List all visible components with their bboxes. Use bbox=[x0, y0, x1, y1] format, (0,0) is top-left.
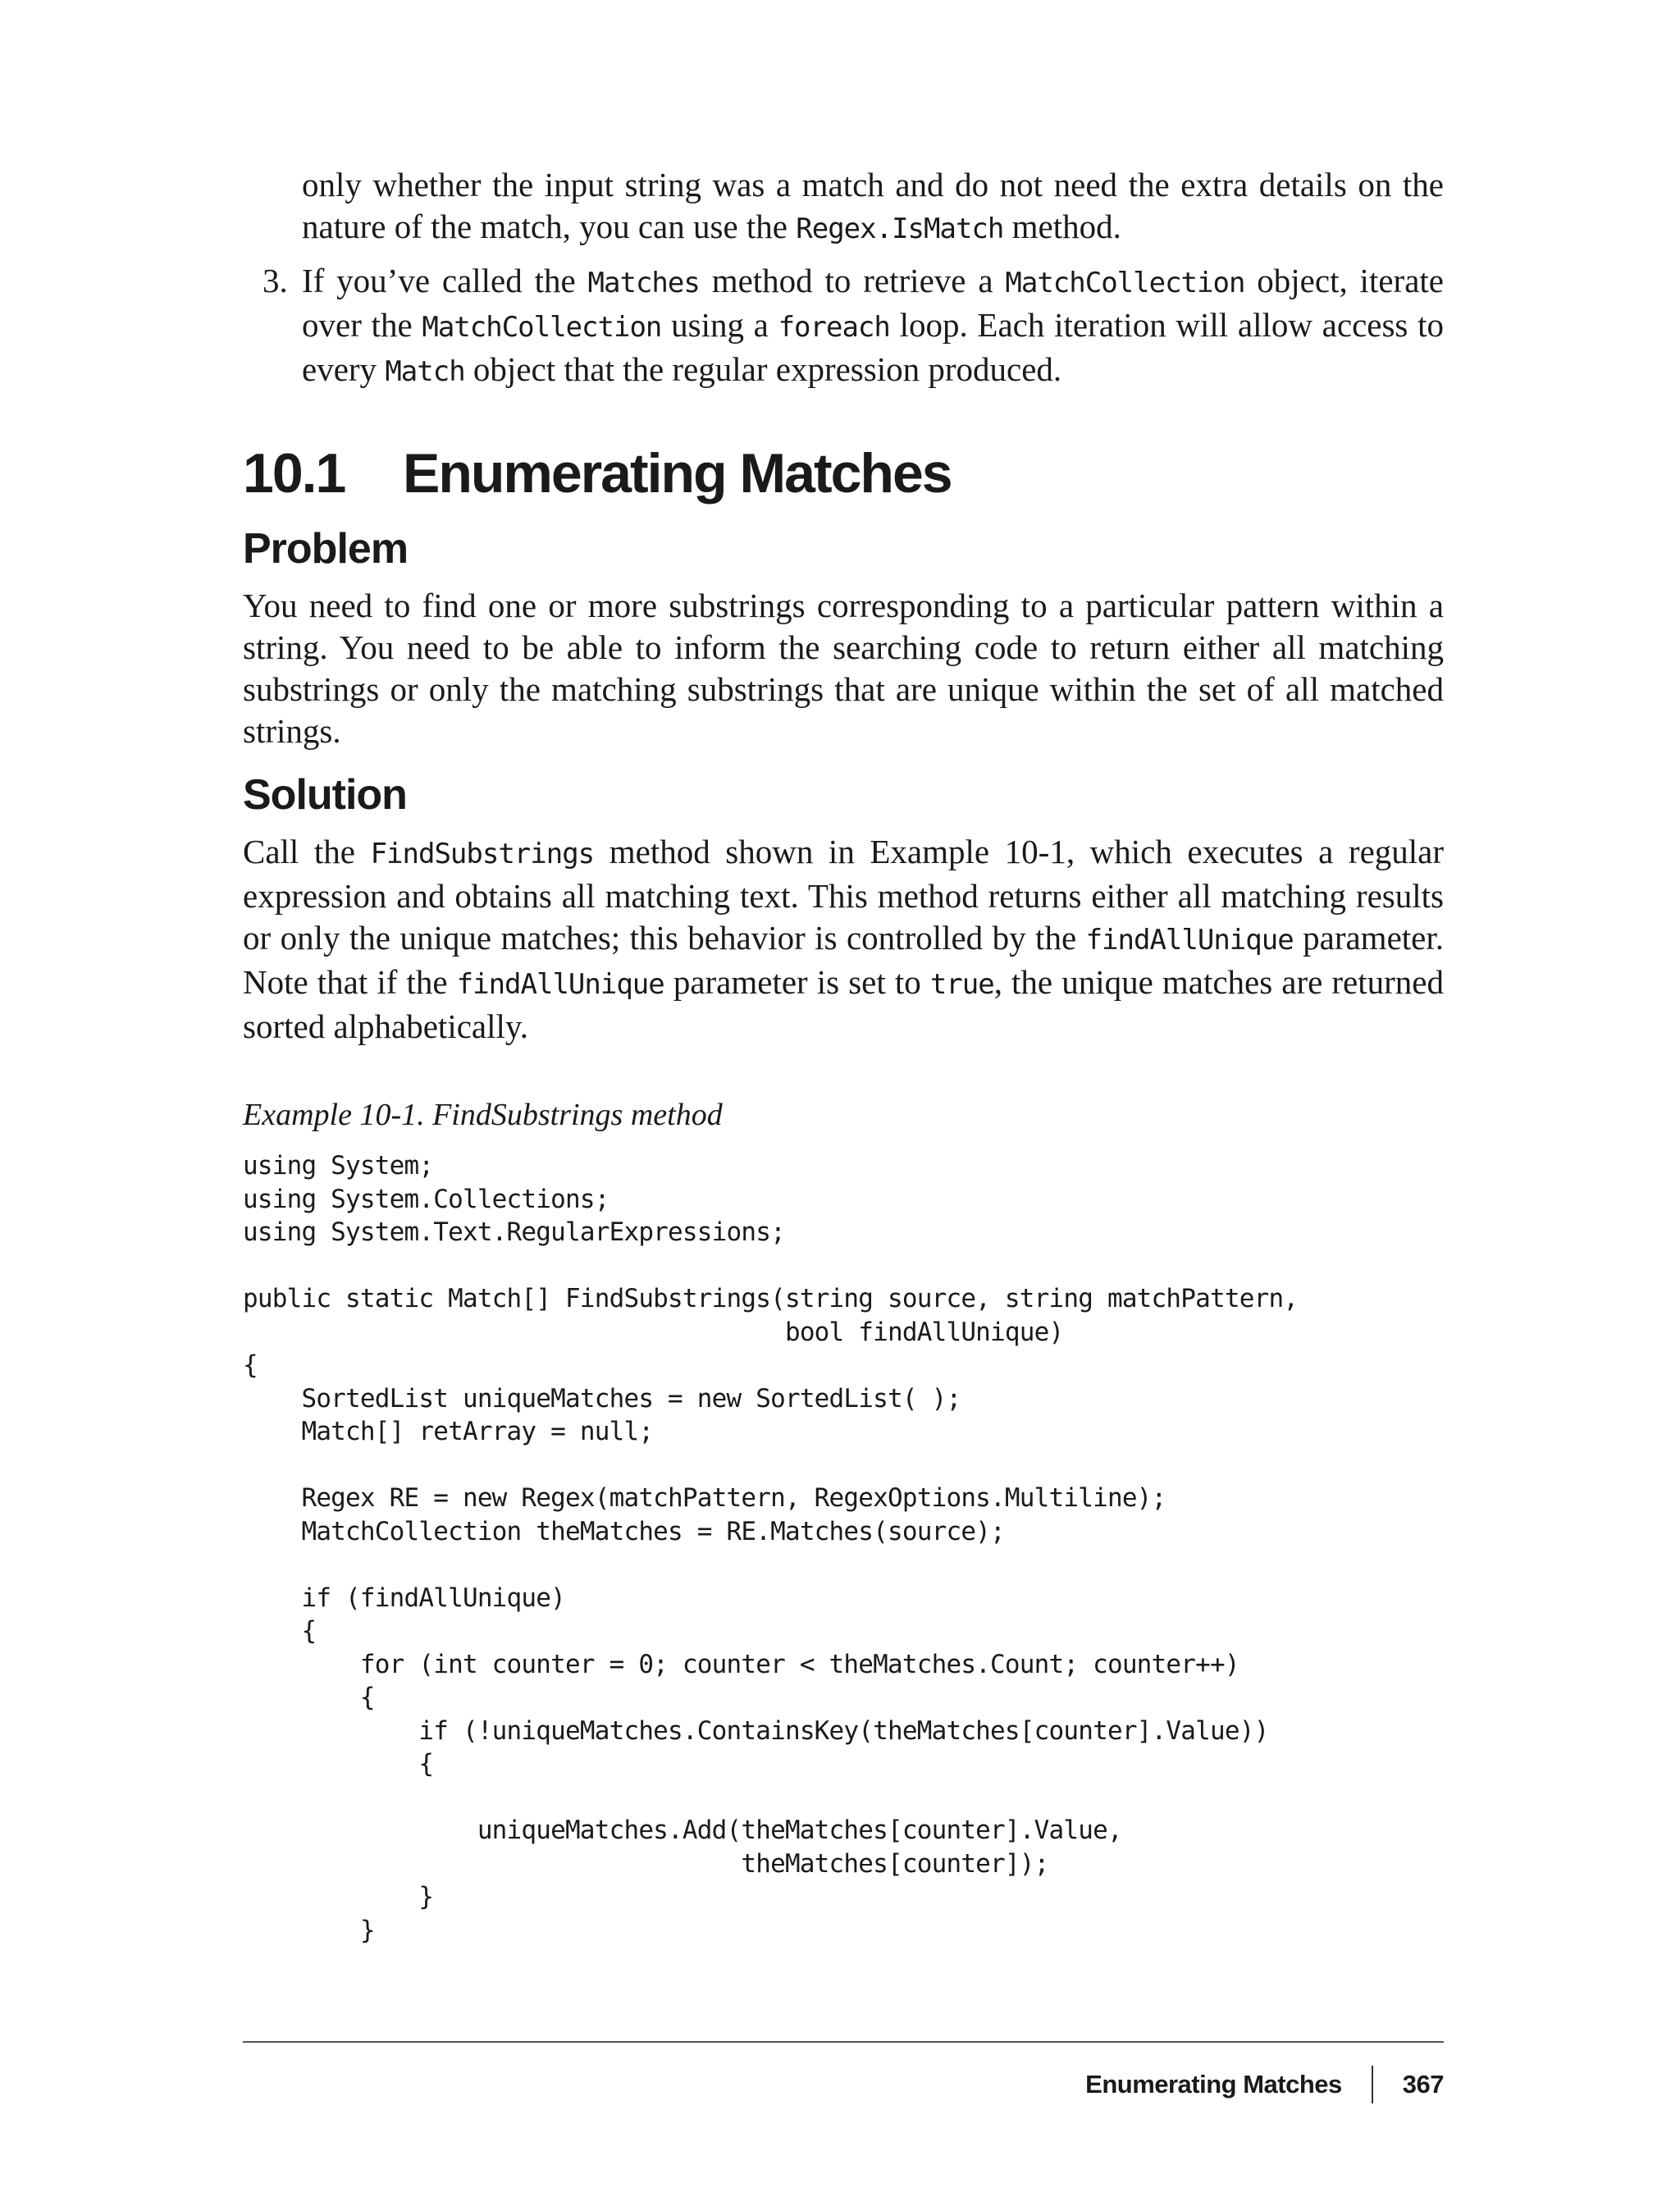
intro-continuation bbox=[243, 164, 1444, 250]
running-title: Enumerating Matches bbox=[1085, 2070, 1342, 2099]
text-run: If you’ve called the bbox=[302, 262, 588, 299]
list-item-number: 3. bbox=[262, 262, 288, 299]
section-number: 10.1 bbox=[243, 442, 345, 505]
text-run: method shown in Example 10-1, which executes a regular expression and obtains all matching text. This method returns either all matching results or only the unique matches; this behavior is controlled by the bbox=[243, 833, 1445, 957]
text-run: method. bbox=[1003, 208, 1121, 245]
page-number: 367 bbox=[1402, 2070, 1444, 2099]
inline-code: MatchCollection bbox=[422, 311, 662, 344]
footer-content bbox=[1085, 2066, 1444, 2103]
inline-code: foreach bbox=[778, 311, 890, 344]
text-run: , the unique matches are returned sorted alphabetically. bbox=[243, 963, 1445, 1045]
inline-code: Regex.IsMatch bbox=[796, 212, 1004, 245]
problem-text: You need to find one or more substrings corresponding to a particular pattern within a string. You need to be able to inform the searching code to return either all matching substrings or only the matching substrings that are unique within the set of all matched strings. bbox=[243, 587, 1444, 750]
solution-heading: Solution bbox=[243, 771, 407, 819]
section-title: Enumerating Matches bbox=[403, 442, 952, 505]
inline-code: MatchCollection bbox=[1005, 267, 1245, 299]
text-run: using a bbox=[661, 306, 778, 344]
text-run: only whether the input string was a match and do not need the extra details on the nature of the match, you can use the bbox=[302, 166, 1444, 245]
inline-code: findAllUnique bbox=[1085, 924, 1294, 957]
inline-code: true bbox=[929, 968, 994, 1001]
page-footer bbox=[243, 2041, 1444, 2097]
inline-code: findAllUnique bbox=[456, 968, 664, 1001]
solution-text bbox=[243, 831, 1444, 1048]
example-caption: Example 10-1. FindSubstrings method bbox=[243, 1098, 723, 1132]
list-item-text bbox=[302, 262, 1444, 388]
text-run: object that the regular expression produced. bbox=[464, 350, 1062, 388]
code-listing: using System; using System.Collections; using System.Text.RegularExpressions; public static Match[] FindSubstrings(string source, string matchPattern, bool findAllUnique) { SortedList uniqueMatches = new SortedList( ); Match[] retArray = null; Regex RE = new Regex(matchPattern, RegexOptions.Multiline); MatchCollection theMatches = RE.Matches(source); if (findAllUnique) { for (int counter = 0; counter < theMatches.Count; counter++) { if (!uniqueMatches.ContainsKey(theMatches[counter].Value)) { uniqueMatches.Add(theMatches[counter].Value, theMatches[counter]); } } bbox=[243, 1151, 1299, 1945]
section-heading bbox=[243, 441, 1444, 506]
list-item-3 bbox=[243, 260, 1444, 393]
inline-code: Match bbox=[385, 355, 465, 388]
text-run: method to retrieve a bbox=[699, 262, 1006, 299]
inline-code: Matches bbox=[587, 267, 700, 299]
text-run: loop. Each iteration will allow access to every bbox=[302, 306, 1444, 388]
inline-code: FindSubstrings bbox=[370, 838, 595, 870]
page-body bbox=[243, 164, 1444, 1947]
text-run: Call the bbox=[243, 833, 371, 870]
footer-separator bbox=[1372, 2066, 1373, 2103]
problem-heading: Problem bbox=[243, 525, 409, 573]
text-run: parameter is set to bbox=[664, 963, 930, 1001]
text-run: object, iterate over the bbox=[302, 262, 1444, 344]
text-run: parameter. Note that if the bbox=[243, 919, 1444, 1001]
